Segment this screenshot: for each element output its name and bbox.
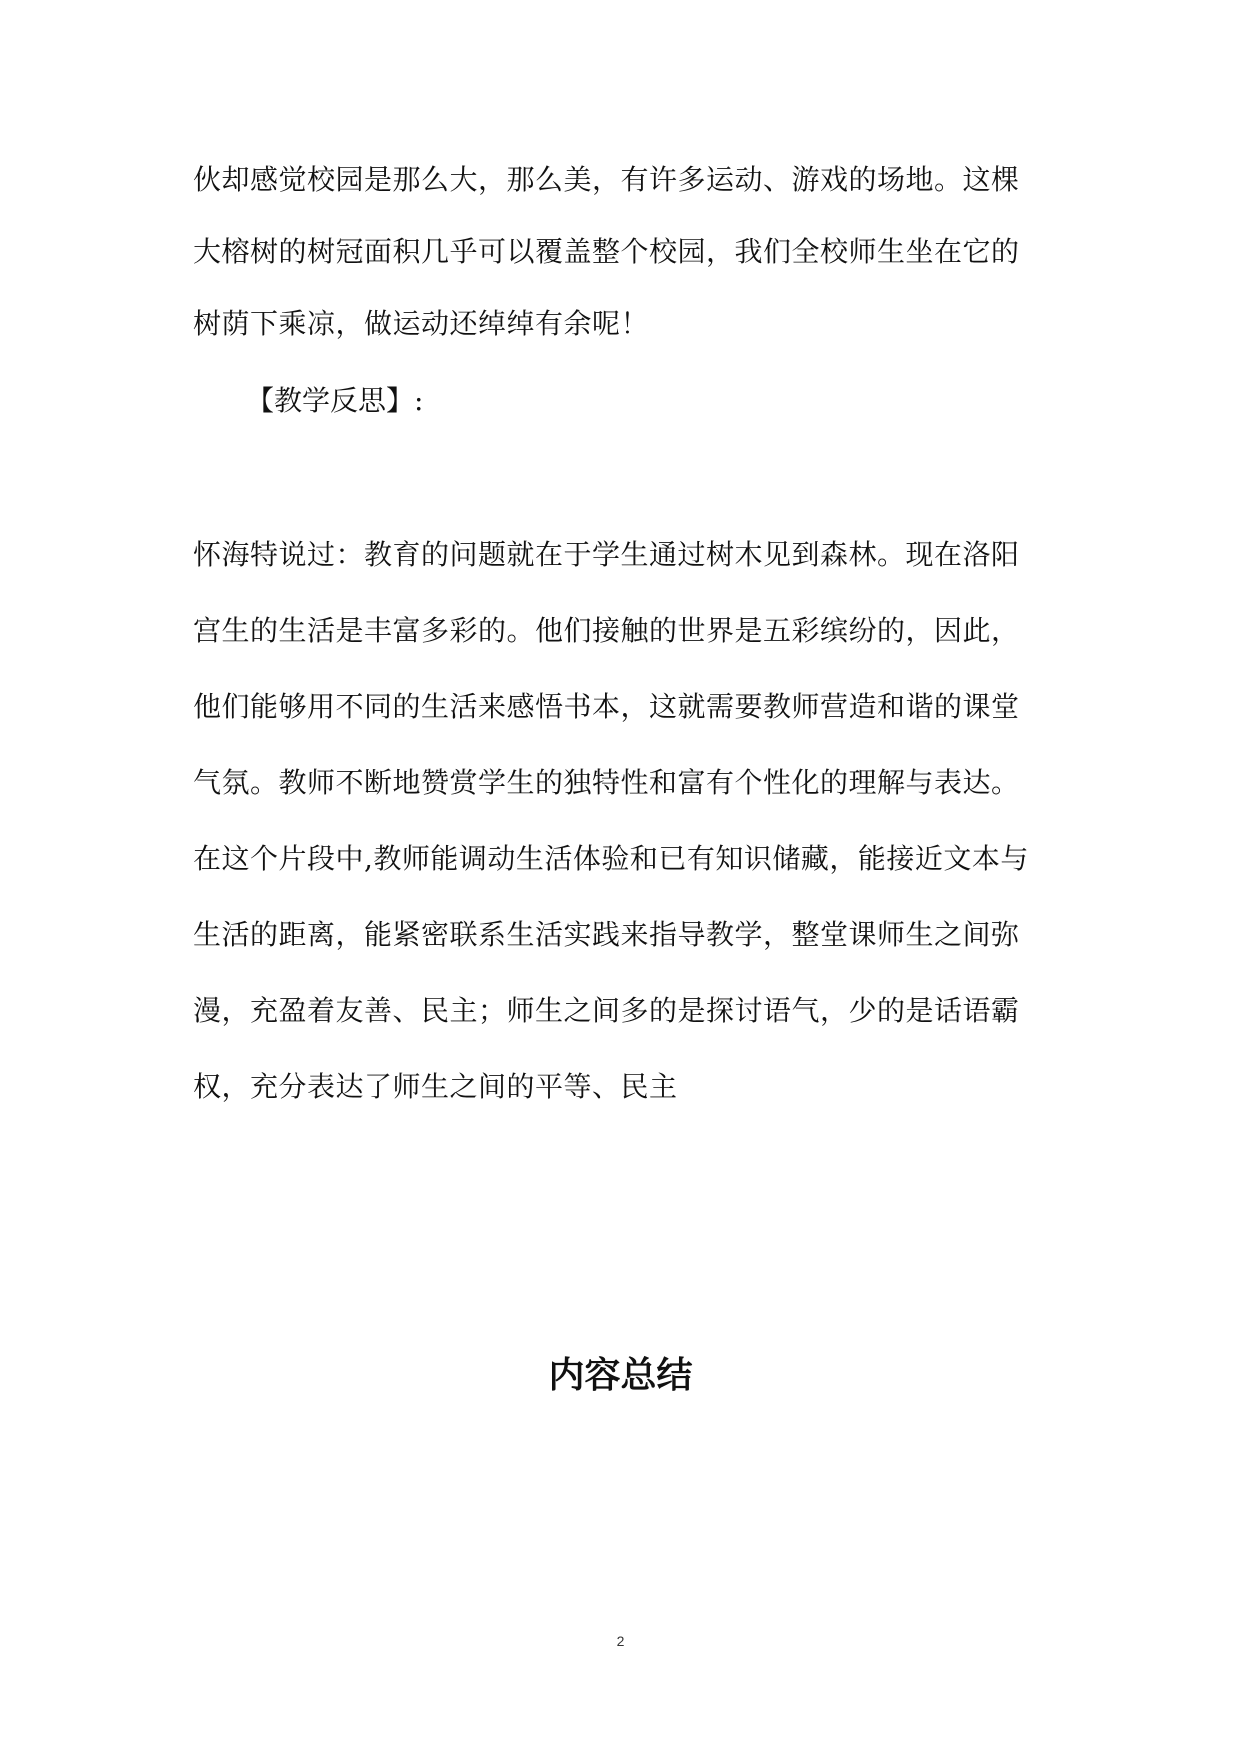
summary-title: 内容总结 bbox=[548, 1355, 693, 1396]
paragraph-1-line-1: 伙却感觉校园是那么大，那么美，有许多运动、游戏的场地。这棵 bbox=[193, 163, 1020, 196]
paragraph-2-line-4: 气氛。教师不断地赞赏学生的独特性和富有个性化的理解与表达。 bbox=[193, 766, 1020, 799]
paragraph-1-line-2: 大榕树的树冠面积几乎可以覆盖整个校园，我们全校师生坐在它的 bbox=[193, 235, 1020, 268]
paragraph-2-line-8: 权，充分表达了师生之间的平等、民主 bbox=[193, 1070, 678, 1103]
paragraph-2-line-3: 他们能够用不同的生活来感悟书本，这就需要教师营造和谐的课堂 bbox=[193, 690, 1020, 723]
page-number: 2 bbox=[616, 1633, 625, 1649]
paragraph-2-line-6: 生活的距离，能紧密联系生活实践来指导教学，整堂课师生之间弥 bbox=[193, 918, 1020, 951]
reflection-heading: 【教学反思】: bbox=[246, 384, 424, 417]
paragraph-2-line-7: 漫，充盈着友善、民主；师生之间多的是探讨语气，少的是话语霸 bbox=[193, 994, 1020, 1027]
paragraph-2-line-1: 怀海特说过：教育的问题就在于学生通过树木见到森林。现在洛阳 bbox=[193, 538, 1020, 571]
paragraph-2-line-2: 宫生的生活是丰富多彩的。他们接触的世界是五彩缤纷的，因此， bbox=[193, 614, 1020, 647]
paragraph-1-line-3: 树荫下乘凉，做运动还绰绰有余呢！ bbox=[193, 307, 650, 340]
paragraph-2-line-5: 在这个片段中,教师能调动生活体验和已有知识储藏，能接近文本与 bbox=[193, 842, 1029, 875]
